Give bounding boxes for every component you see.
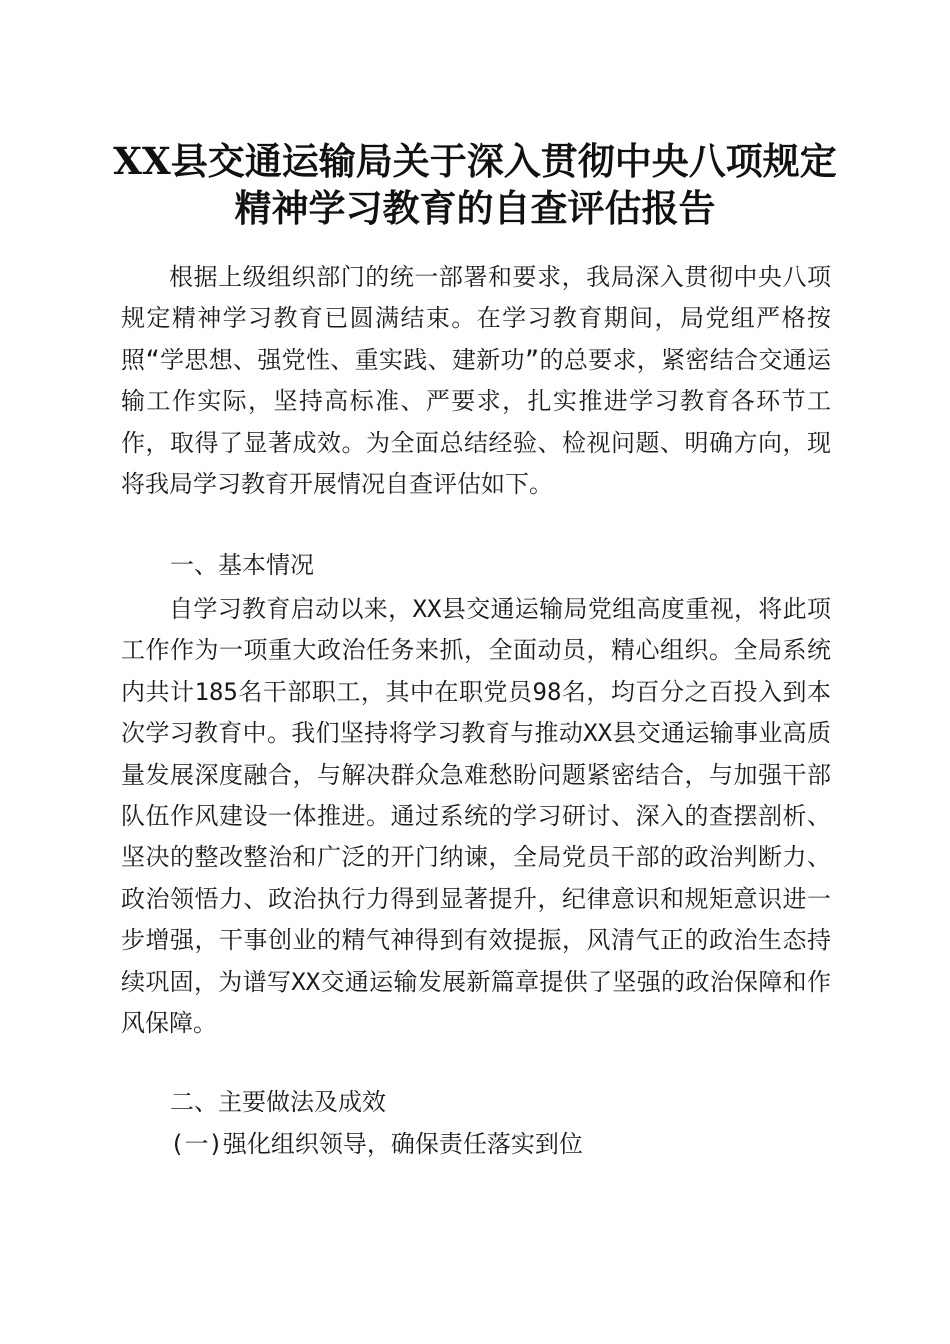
document-title-line-1: XX县交通运输局关于深入贯彻中央八项规定: [113, 139, 837, 183]
section-2-subheading-1: (一)强化组织领导，确保责任落实到位: [170, 1130, 583, 1158]
section-1-paragraph: 自学习教育启动以来，XX县交通运输局党组高度重视，将此项工作作为一项重大政治任务来抓，全面动员，精心组织。全局系统内共计185名干部职工，其中在职党员98名，均百分之百投入到本次学习教育中。我们坚持将学习教育与推动XX县交通运输事业高质量发展深度融合，与解决群众急难愁盼问题紧密结合，与加强干部队伍作风建设一体推进。通过系统的学习研讨、深入的查摆剖析、坚决的整改整治和广泛的开门纳谏，全局党员干部的政治判断力、政治领悟力、政治执行力得到显著提升，纪律意识和规矩意识进一步增强，干事创业的精气神得到有效提振，风清气正的政治生态持续巩固，为谱写XX交通运输发展新篇章提供了坚强的政治保障和作风保障。: [121, 595, 831, 1038]
document-title: [100, 138, 850, 232]
intro-paragraph: 根据上级组织部门的统一部署和要求，我局深入贯彻中央八项规定精神学习教育已圆满结束。在学习教育期间，局党组严格按照“学思想、强党性、重实践、建新功”的总要求，紧密结合交通运输工作实际，坚持高标准、严要求，扎实推进学习教育各环节工作，取得了显著成效。为全面总结经验、检视问题、明确方向，现将我局学习教育开展情况自查评估如下。: [121, 263, 831, 499]
document-title-line-2: 精神学习教育的自查评估报告: [234, 186, 716, 230]
section-1-body: [121, 589, 831, 1044]
section-2-heading: 二、主要做法及成效: [170, 1088, 386, 1116]
section-1-heading: 一、基本情况: [170, 551, 314, 579]
intro-section: [121, 257, 831, 505]
